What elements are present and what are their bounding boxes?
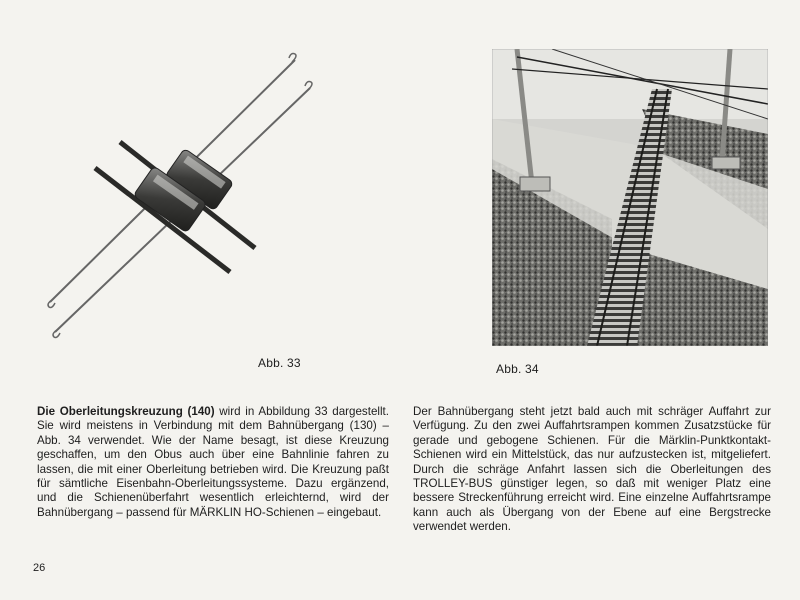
figure-34-image — [492, 49, 768, 346]
page-number: 26 — [33, 562, 46, 574]
right-text-column — [413, 405, 771, 535]
left-text-column — [37, 405, 389, 520]
left-heading-bold: Die Oberleitungskreuzung (140) — [37, 405, 215, 418]
figure-33-caption: Abb. 33 — [258, 356, 301, 370]
right-body-text: Der Bahnübergang steht jetzt bald auch mit schräger Auffahrt zur Verfügung. Zu den zwei Auffahrtsrampen kommen Zusatzstücke für gerade und gebogene Schienen. Für die Märklin-Punktkontakt-Schienen wird ein Mittelstück, das nur aufzustecken ist, mitgeliefert. Durch die schräge Anfahrt lassen sich die Oberleitungen des TROLLEY-BUS günstiger legen, so daß mit weniger Platz eine bessere Streckenführung erreicht wird. Eine einzelne Auffahrtsrampe kann auch als Übergang von der Ebene auf eine Bergstrecke verwendet werden. — [413, 405, 771, 534]
left-body-text: wird in Abbildung 33 dargestellt. Sie wird meistens in Verbindung mit dem Bahnübergang (130) – Abb. 34 verwendet. Wie der Name besagt, ist diese Kreuzung geschaffen, um den Obus auch über eine Bahnlinie fahren zu lassen, die mit einer Oberleitung betrieben wird. Die Kreuzung paßt für sämtliche Eisenbahn-Oberleitungssysteme. Dazu ergänzend, und die Schienenüberfahrt wesentlich erleichternd, wird der Bahnübergang – passend für MÄRKLIN HO-Schienen – eingebaut. — [37, 405, 389, 519]
figure-33-image — [40, 50, 330, 350]
figure-34-caption: Abb. 34 — [496, 362, 539, 376]
